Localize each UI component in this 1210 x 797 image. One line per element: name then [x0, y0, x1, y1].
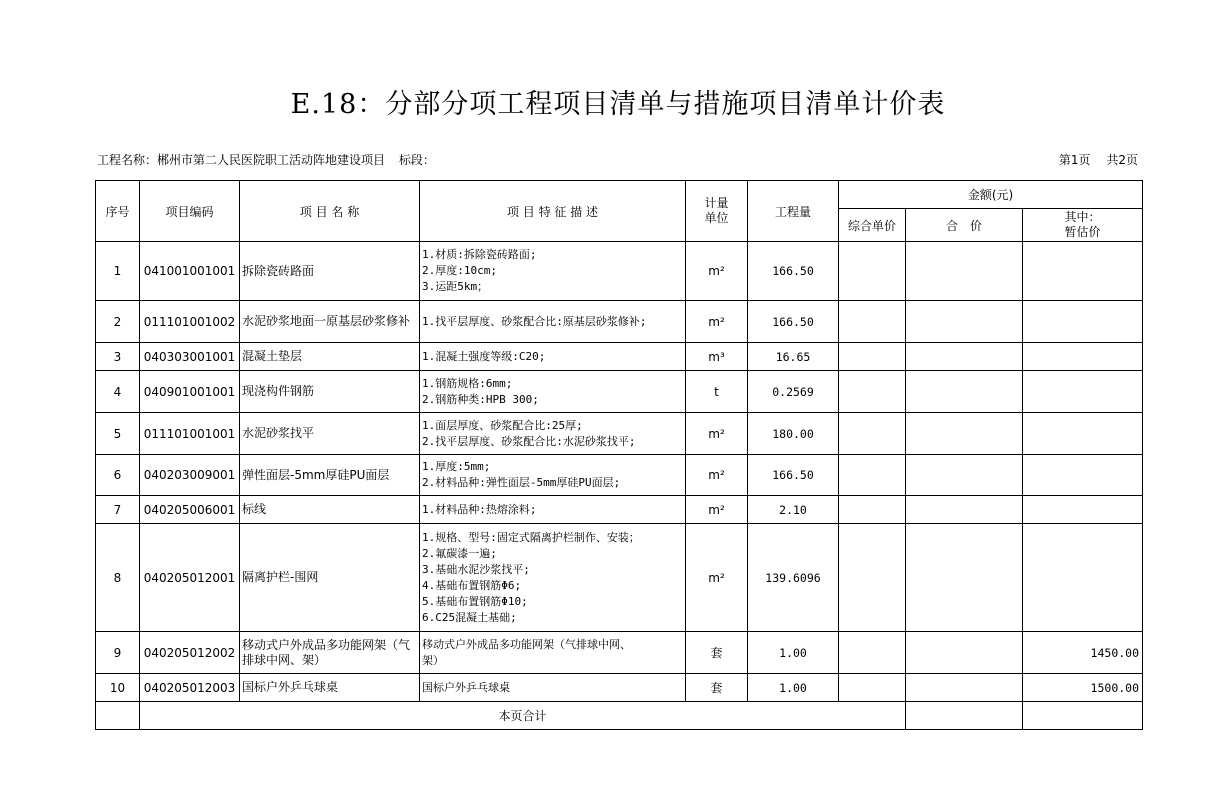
subtotal-est — [1023, 702, 1143, 730]
project-info — [97, 151, 445, 168]
cell-qty: 166.50 — [748, 301, 839, 343]
cell-seq: 9 — [96, 632, 140, 674]
cell-unit-price — [839, 371, 906, 413]
cell-est: 1500.00 — [1023, 674, 1143, 702]
cell-code: 040205012002 — [140, 632, 240, 674]
cell-desc — [420, 371, 686, 413]
cell-est: 1450.00 — [1023, 632, 1143, 674]
cell-est — [1023, 496, 1143, 524]
cell-seq: 10 — [96, 674, 140, 702]
cell-est — [1023, 413, 1143, 455]
table-row — [96, 343, 1143, 371]
cell-code: 040205012001 — [140, 524, 240, 632]
header-unit-line2: 单位 — [704, 211, 729, 225]
cell-unit: m² — [686, 524, 748, 632]
cell-qty: 166.50 — [748, 455, 839, 496]
table-row — [96, 301, 1143, 343]
cell-desc — [420, 524, 686, 632]
desc-line: 2.氟碳漆一遍; — [422, 546, 497, 560]
cell-total — [906, 674, 1023, 702]
desc-line: 1.钢筋规格:6mm; — [422, 376, 513, 390]
cell-unit: t — [686, 371, 748, 413]
cell-desc — [420, 455, 686, 496]
desc-line: 架） — [422, 653, 444, 667]
desc-line: 6.C25混凝土基础; — [422, 610, 517, 624]
cell-desc — [420, 496, 686, 524]
desc-line: 3.运距5km； — [422, 280, 489, 293]
cell-name: 水泥砂浆地面一原基层砂浆修补 — [240, 301, 420, 343]
subtotal-label: 本页合计 — [140, 702, 906, 730]
cell-name: 国标户外乒乓球桌 — [240, 674, 420, 702]
cell-total — [906, 371, 1023, 413]
cell-qty: 1.00 — [748, 632, 839, 674]
table-body — [96, 242, 1143, 702]
cell-total — [906, 301, 1023, 343]
cell-total — [906, 632, 1023, 674]
header-amount: 金额(元) — [839, 181, 1143, 209]
page-title: E.18：分部分项工程项目清单与措施项目清单计价表 — [290, 89, 946, 120]
cell-unit: m² — [686, 413, 748, 455]
cell-qty: 166.50 — [748, 242, 839, 301]
cell-seq: 3 — [96, 343, 140, 371]
cell-total — [906, 496, 1023, 524]
cell-total — [906, 343, 1023, 371]
pricing-table — [95, 180, 1143, 730]
cell-code: 011101001002 — [140, 301, 240, 343]
cell-name: 混凝土垫层 — [240, 343, 420, 371]
cell-unit-price — [839, 242, 906, 301]
table-row — [96, 524, 1143, 632]
cell-unit-price — [839, 524, 906, 632]
page-info — [1047, 151, 1138, 168]
header-of-which-line2: 暂估价 — [1064, 225, 1101, 239]
cell-seq: 7 — [96, 496, 140, 524]
desc-line: 3.基础水泥沙浆找平; — [422, 562, 530, 576]
header-code: 项目编码 — [140, 181, 240, 242]
cell-qty: 16.65 — [748, 343, 839, 371]
cell-code: 040205006001 — [140, 496, 240, 524]
header-seq: 序号 — [96, 181, 140, 242]
cell-unit: m² — [686, 301, 748, 343]
cell-unit-price — [839, 674, 906, 702]
table-row — [96, 674, 1143, 702]
desc-line: 1.材料品种:热熔涂料; — [422, 502, 537, 516]
cell-unit: m² — [686, 496, 748, 524]
cell-qty: 1.00 — [748, 674, 839, 702]
cell-name: 标线 — [240, 496, 420, 524]
cell-unit: m² — [686, 455, 748, 496]
cell-total — [906, 413, 1023, 455]
desc-line: 1.材质:拆除瓷砖路面; — [422, 248, 537, 261]
desc-line: 1.找平层厚度、砂浆配合比:原基层砂浆修补; — [422, 314, 647, 328]
cell-total — [906, 524, 1023, 632]
cell-qty: 2.10 — [748, 496, 839, 524]
header-unit — [686, 181, 748, 242]
desc-line: 1.规格、型号:固定式隔离护栏制作、安装； — [422, 530, 640, 544]
cell-seq: 8 — [96, 524, 140, 632]
table-row — [96, 632, 1143, 674]
table-row — [96, 413, 1143, 455]
desc-line: 2.钢筋种类:HPB 300; — [422, 392, 539, 406]
cell-est — [1023, 455, 1143, 496]
cell-name: 弹性面层-5mm厚硅PU面层 — [240, 455, 420, 496]
cell-seq: 4 — [96, 371, 140, 413]
desc-line: 国标户外乒乓球桌 — [422, 680, 510, 694]
cell-unit-price — [839, 496, 906, 524]
header-row-1 — [96, 181, 1143, 209]
cell-code: 040203009001 — [140, 455, 240, 496]
table-row — [96, 371, 1143, 413]
cell-desc — [420, 301, 686, 343]
header-unit-line1: 计量 — [704, 196, 729, 210]
cell-name: 水泥砂浆找平 — [240, 413, 420, 455]
desc-line: 2.材料品种:弹性面层-5mm厚硅PU面层; — [422, 476, 621, 489]
header-total: 合 价 — [906, 209, 1023, 242]
cell-desc — [420, 242, 686, 301]
cell-code: 040901001001 — [140, 371, 240, 413]
table-row — [96, 496, 1143, 524]
cell-est — [1023, 242, 1143, 301]
cell-name: 移动式户外成品多功能网架（气排球中网、架） — [240, 632, 420, 674]
desc-line: 1.面层厚度、砂浆配合比:25厚; — [422, 418, 583, 432]
header-name: 项 目 名 称 — [240, 181, 420, 242]
cell-unit-price — [839, 413, 906, 455]
cell-unit-price — [839, 632, 906, 674]
header-unit-price: 综合单价 — [839, 209, 906, 242]
cell-seq: 6 — [96, 455, 140, 496]
cell-est — [1023, 371, 1143, 413]
header-of-which — [1023, 209, 1143, 242]
table-row — [96, 242, 1143, 301]
header-of-which-line1: 其中： — [1064, 210, 1101, 224]
desc-line: 5.基础布置钢筋Φ10; — [422, 594, 528, 608]
cell-total — [906, 242, 1023, 301]
cell-est — [1023, 343, 1143, 371]
desc-line: 1.混凝土强度等级:C20; — [422, 349, 546, 363]
cell-code: 040205012003 — [140, 674, 240, 702]
cell-unit: 套 — [686, 674, 748, 702]
cell-seq: 1 — [96, 242, 140, 301]
page-number: 第1页 — [1058, 153, 1091, 167]
cell-unit-price — [839, 455, 906, 496]
cell-qty: 139.6096 — [748, 524, 839, 632]
cell-name: 隔离护栏-围网 — [240, 524, 420, 632]
cell-desc — [420, 343, 686, 371]
cell-code: 041001001001 — [140, 242, 240, 301]
page-total: 共2页 — [1106, 153, 1138, 167]
table-row — [96, 455, 1143, 496]
cell-unit-price — [839, 343, 906, 371]
cell-code: 040303001001 — [140, 343, 240, 371]
desc-line: 2.找平层厚度、砂浆配合比:水泥砂浆找平; — [422, 434, 636, 448]
cell-qty: 180.00 — [748, 413, 839, 455]
header-qty: 工程量 — [748, 181, 839, 242]
cell-desc — [420, 413, 686, 455]
cell-name: 现浇构件钢筋 — [240, 371, 420, 413]
cell-desc — [420, 632, 686, 674]
cell-unit-price — [839, 301, 906, 343]
cell-est — [1023, 524, 1143, 632]
subtotal-total — [906, 702, 1023, 730]
cell-qty: 0.2569 — [748, 371, 839, 413]
cell-unit: 套 — [686, 632, 748, 674]
cell-seq: 2 — [96, 301, 140, 343]
project-name: 工程名称：郴州市第二人民医院职工活动阵地建设项目 — [97, 153, 386, 167]
header-desc: 项 目 特 征 描 述 — [420, 181, 686, 242]
cell-name: 拆除瓷砖路面 — [240, 242, 420, 301]
cell-code: 011101001001 — [140, 413, 240, 455]
cell-seq: 5 — [96, 413, 140, 455]
cell-unit: m² — [686, 242, 748, 301]
subtotal-row — [96, 702, 1143, 730]
desc-line: 2.厚度:10cm; — [422, 264, 497, 277]
desc-line: 移动式户外成品多功能网架（气排球中网、 — [422, 637, 631, 651]
cell-unit: m³ — [686, 343, 748, 371]
cell-est — [1023, 301, 1143, 343]
cell-total — [906, 455, 1023, 496]
section-label: 标段： — [398, 153, 435, 167]
desc-line: 1.厚度:5mm; — [422, 460, 491, 473]
desc-line: 4.基础布置钢筋Φ6; — [422, 578, 522, 592]
subtotal-blank — [96, 702, 140, 730]
cell-desc — [420, 674, 686, 702]
